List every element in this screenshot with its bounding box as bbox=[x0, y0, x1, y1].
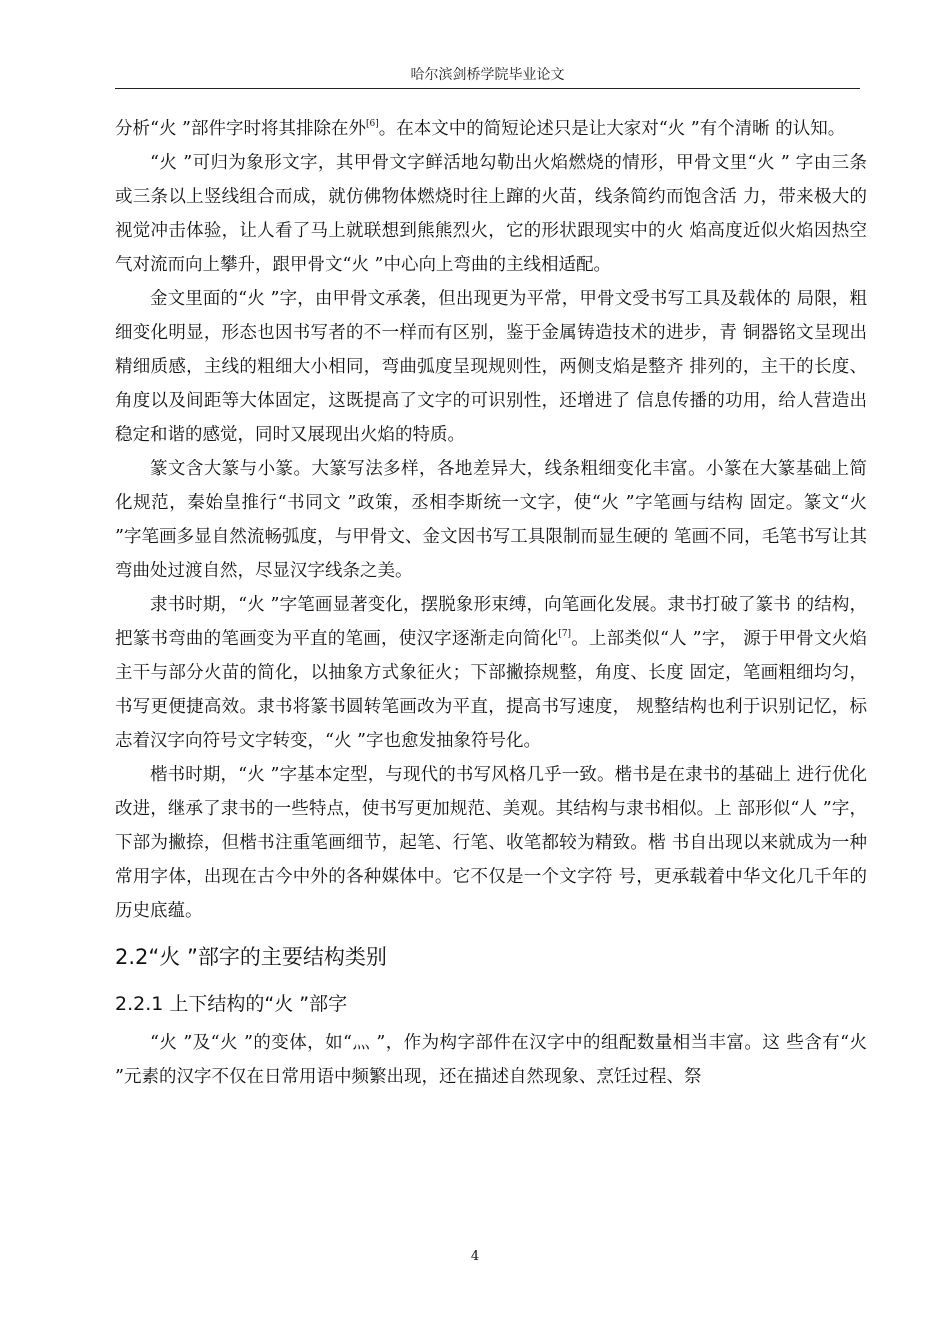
running-header: 哈尔滨剑桥学院毕业论文 bbox=[410, 67, 565, 83]
paragraph-text: 。上部类似“人 ”字， 源于甲骨文火焰主干与部分火苗的简化，以抽象方式象征火；下部撇捺规整，角度、长度 固定，笔画粗细均匀，书写更便捷高效。隶书将篆书圆转笔画改为平直，提高书写速度， 规整结构也利于识别记忆，标志着汉字向符号文字转变，“火 ”字也愈发抽象符号化。 bbox=[115, 629, 867, 751]
paragraph: 金文里面的“火 ”字，由甲骨文承袭，但出现更为平常，甲骨文受书写工具及载体的 局限，粗细变化明显，形态也因书写者的不一样而有区别，鉴于金属铸造技术的进步，青 铜器铭文呈现出精细质感，主线的粗细大小相同，弯曲弧度呈现规则性，两侧支焰是整齐 排列的，主干的长度、角度以及间距等大体固定，这既提高了文字的可识别性，还增进了 信息传播的功用，给人营造出稳定和谐的感觉，同时又展现出火焰的特质。 bbox=[115, 289, 867, 445]
paragraph bbox=[115, 588, 867, 758]
paragraph-text: 。在本文中的简短论述只是让大家对“火 ”有个清晰 的认知。 bbox=[378, 119, 846, 139]
paragraph: “火 ”及“火 ”的变体，如“灬 ”，作为构字部件在汉字中的组配数量相当丰富。这 些含有“火 ”元素的汉字不仅在日常用语中频繁出现，还在描述自然现象、烹饪过程、祭 bbox=[115, 1033, 867, 1087]
section-heading: 2.2“火 ”部字的主要结构类别 bbox=[115, 945, 387, 969]
paragraph: “火 ”可归为象形文字，其甲骨文字鲜活地勾勒出火焰燃烧的情形，甲骨文里“火 ” 字由三条或三条以上竖线组合而成，就仿佛物体燃烧时往上蹿的火苗，线条简约而饱含活 力，带来极大的视觉冲击体验，让人看了马上就联想到熊熊烈火，它的形状跟现实中的火 焰高度近似火焰因热空气对流而向上攀升，跟甲骨文“火 ”中心向上弯曲的主线相适配。 bbox=[115, 153, 867, 275]
citation-ref: [7] bbox=[558, 629, 572, 639]
subsection-heading: 2.2.1 上下结构的“火 ”部字 bbox=[115, 993, 348, 1015]
header-rule bbox=[115, 88, 860, 89]
paragraph bbox=[115, 112, 867, 146]
paragraph-text: 隶书时期，“火 ”字笔画显著变化，摆脱象形束缚，向笔画化发展。隶书打破了篆书 的结构，把篆书弯曲的笔画变为平直的笔画，使汉字逐渐走向简化 bbox=[115, 595, 867, 649]
paragraph-text: 分析“火 ”部件字时将其排除在外 bbox=[115, 119, 366, 139]
paragraph: 楷书时期，“火 ”字基本定型，与现代的书写风格几乎一致。楷书是在隶书的基础上 进行优化改进，继承了隶书的一些特点，使书写更加规范、美观。其结构与隶书相似。上 部形似“人 ”字，下部为撇捺，但楷书注重笔画细节，起笔、行笔、收笔都较为精致。楷 书自出现以来就成为一种常用字体，出现在古今中外的各种媒体中。它不仅是一个文字符 号，更承载着中华文化几千年的历史底蕴。 bbox=[115, 765, 867, 921]
paragraph: 篆文含大篆与小篆。大篆写法多样，各地差异大，线条粗细变化丰富。小篆在大篆基础上简化规范，秦始皇推行“书同文 ”政策，丞相李斯统一文字，使“火 ”字笔画与结构 固定。篆文“火 ”字笔画多显自然流畅弧度，与甲骨文、金文因书写工具限制而显生硬的 笔画不同，毛笔书写让其弯曲处过渡自然，尽显汉字线条之美。 bbox=[115, 459, 867, 581]
page-number: 4 bbox=[470, 1249, 480, 1264]
body-text bbox=[115, 112, 867, 1094]
citation-ref: [6] bbox=[365, 119, 379, 129]
